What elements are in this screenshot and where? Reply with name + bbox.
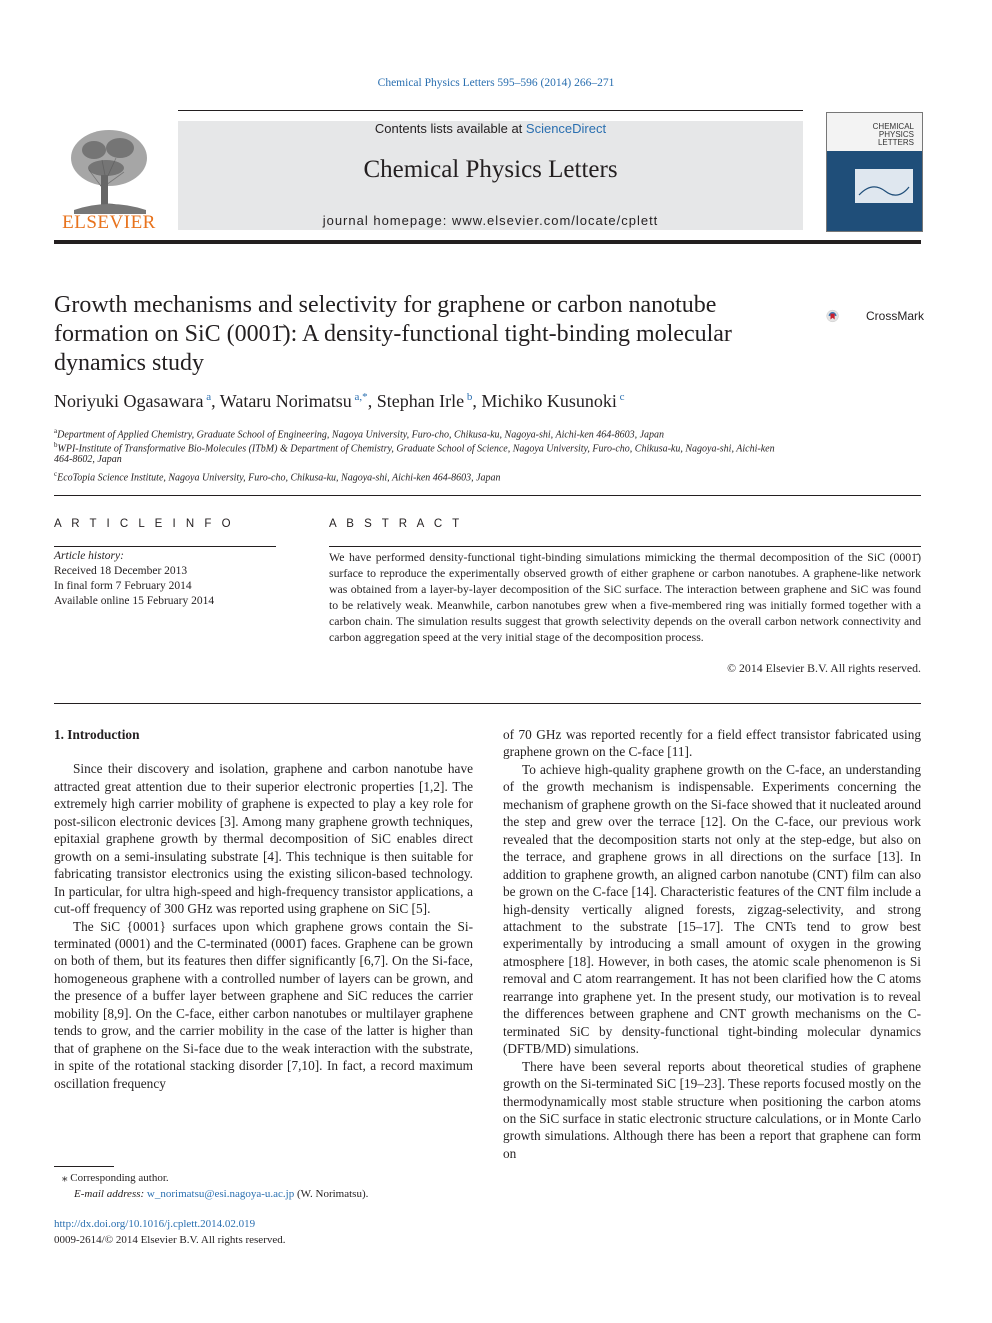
- contents-line: [178, 121, 803, 136]
- body-top-rule: [54, 703, 921, 704]
- cover-title-line: LETTERS: [877, 138, 914, 147]
- footnote-line: [54, 1170, 474, 1186]
- author-affiliation-mark[interactable]: a,*: [354, 391, 368, 403]
- contents-prefix: Contents lists available at: [374, 121, 526, 136]
- right-column: [503, 726, 921, 1162]
- footnote-corresponding: Corresponding author.: [70, 1172, 169, 1184]
- crossmark-label[interactable]: CrossMark: [866, 309, 925, 323]
- body-paragraph: Since their discovery and isolation, graphene and carbon nanotube have attracted great attention due to their superior electronic properties [1,2]. The extremely high carrier mobility of graphene is expected to play a key role for post-silicon electronic devices [3]. Among many graphene growth techniques, epitaxial graphene growth by thermal decomposition of SiC enables direct growth on a semi-insulating substrate [4]. This technique is then suitable for fabricating transistor electronics using the existing silicon-based technology. In particular, for ultra high-speed and high-frequency transistor applications, a cut-off frequency of 300 GHz was reported using graphene on SiC [5].: [54, 761, 473, 917]
- article-title: [54, 291, 824, 378]
- issn-line: 0009-2614/© 2014 Elsevier B.V. All rights reserved.: [54, 1234, 286, 1246]
- history-final-form: In final form 7 February 2014: [54, 580, 192, 592]
- affiliation-text: 464-8602, Japan: [54, 454, 122, 465]
- footnote-mark: ⁎: [62, 1172, 68, 1184]
- cover-title-line: CHEMICAL: [872, 122, 914, 131]
- affiliation-mark: a: [54, 427, 58, 435]
- affiliation-continued: [54, 453, 921, 467]
- cover-image-band: [827, 151, 922, 231]
- body-paragraph: To achieve high-quality graphene growth on the C-face, an understanding of the growth mechanism is indispensable. Experiments concerning the mechanism of graphene growth on the Si-face showed that it nucleated around the step and grew over the terrace [12]. On the C-face, our previous work revealed that the decomposition starts not only at the step-edge, but also on the terrace, and graphene grows in all directions on the surface [13]. In addition to graphene growth, an aligned carbon nanotube (CNT) film can also be grown on the C-face [14]. Characteristic features of the CNT film include a high-density vertically aligned forests, zigzag-selectivity, and strong attachment to the substrate [15–17]. The CNTs tend to grow best experimentally by introducing a small amount of oxygen in the growing atmosphere [18]. However, in both cases, the atomic scale phenomenon is Si removal and C atom rearrangement. It has not been clarified how the C atoms rearrange into graphene yet. In the present study, our motivation is to reveal the differences between graphene and CNT growth mechanisms on the C-terminated SiC by density-functional tight-binding molecular dynamics (DFTB/MD) simulations.: [503, 761, 921, 1057]
- footnote-rule: [54, 1166, 114, 1167]
- author-name: Wataru Norimatsu: [219, 391, 352, 411]
- heading-spacer: [54, 743, 473, 760]
- left-column: [54, 726, 473, 1092]
- affiliation-mark: c: [54, 470, 58, 478]
- email-label: E-mail address:: [74, 1188, 147, 1200]
- affiliations-rule: [54, 495, 921, 496]
- cover-title-line: PHYSICS: [878, 130, 914, 139]
- author-name: Stephan Irle: [376, 391, 465, 411]
- journal-title: Chemical Physics Letters: [363, 156, 618, 183]
- footnote-email-line: [54, 1186, 474, 1202]
- author-name: Michiko Kusunoki: [481, 391, 617, 411]
- email-suffix: (W. Norimatsu).: [294, 1188, 369, 1200]
- article-info-rule: [54, 546, 276, 547]
- journal-reference[interactable]: Chemical Physics Letters 595–596 (2014) 266–271: [377, 77, 615, 89]
- abstract-text: We have performed density-functional tight-binding simulations mimicking the thermal decomposition of the SiC (0001̄) surface to reproduce the experimentally observed growth of either graphene or carbon nanotubes. A graphene-like network was obtained from a layer-by-layer decomposition of the SiC surface. The interaction between graphene and SiC was found to be relatively weak. Meanwhile, carbon nanotubes grew when a five-membered ring was initially formed together with a carbon chain. The simulation results suggest that growth selectivity depends on the overall carbon network connectivity and carbon aggregation speed at the very initial stage of the decomposition process.: [329, 550, 921, 644]
- author-list: Noriyuki Ogasawara $^a$, Wataru Norimatsu $^{a,*}$, Stephan Irle $^b$, Michiko Kusunoki $^c$: [54, 391, 625, 411]
- title-line: formation on SiC (0001̄): A density-functional tight-binding molecular: [54, 321, 732, 347]
- body-paragraph: The SiC {0001} surfaces upon which graphene grows contain the Si-terminated (0001) and the C-terminated (0001̄) faces. Graphene can be grown on both of them, but its features then differ significantly [6,7]. On the Si-face, homogeneous graphene with a controlled number of layers can be grown, and the presence of a buffer layer between graphene and SiC reduces the carrier mobility [8,9]. On the C-face, either carbon nanotubes or multilayer graphene tends to grow, and the carrier mobility in the case of the latter is higher than that of graphene on the Si-face due to the weak interaction with the substrate, in spite of the rotational stacking disorder [7,10]. In fact, a record maximum oscillation frequency: [54, 918, 473, 1091]
- author-name: Noriyuki Ogasawara: [54, 391, 204, 411]
- sciencedirect-link[interactable]: ScienceDirect: [525, 121, 607, 136]
- email-link[interactable]: w_norimatsu@esi.nagoya-u.ac.jp: [146, 1188, 295, 1200]
- header-top-rule: [178, 110, 803, 111]
- title-line: Growth mechanisms and selectivity for graphene or carbon nanotube: [54, 292, 717, 318]
- history-label: Article history:: [54, 550, 124, 562]
- corresponding-author-footnote: [54, 1170, 474, 1202]
- cover-graphic: [827, 151, 922, 231]
- header-bottom-rule: [54, 240, 921, 244]
- affiliation-text: EcoTopia Science Institute, Nagoya University, Furo-cho, Chikusa-ku, Nagoya-shi, Aichi-ken 464-8603, Japan: [57, 472, 501, 484]
- journal-homepage[interactable]: journal homepage: www.elsevier.com/locate/cplett: [322, 213, 659, 228]
- doi-link[interactable]: http://dx.doi.org/10.1016/j.cplett.2014.02.019: [54, 1218, 256, 1230]
- abstract-heading: A B S T R A C T: [329, 518, 463, 530]
- crossmark-icon[interactable]: [826, 297, 864, 335]
- affiliation-mark: b: [54, 441, 58, 449]
- journal-cover-thumbnail: [826, 112, 923, 232]
- history-online: Available online 15 February 2014: [54, 595, 215, 607]
- elsevier-wordmark: ELSEVIER: [62, 212, 156, 233]
- author-affiliation-mark[interactable]: c: [619, 391, 625, 403]
- article-history: [54, 549, 284, 609]
- body-paragraph: of 70 GHz was reported recently for a field effect transistor fabricated using graphene grown on the C-face [11].: [503, 727, 921, 760]
- article-info-heading: A R T I C L E I N F O: [54, 518, 235, 530]
- affiliation: [54, 467, 921, 485]
- title-line: dynamics study: [54, 350, 204, 376]
- author-affiliation-mark[interactable]: a: [206, 391, 212, 403]
- page-footer: [54, 1216, 286, 1248]
- body-paragraph: There have been several reports about theoretical studies of graphene growth on the Si-terminated SiC [19–23]. These reports focused mostly on the thermodynamically most stable structure when positioning the carbon atoms on the SiC surface in static electronic structure calculations, or in Monte Carlo growth simulations. Although there has been a report that graphene can form on: [503, 1058, 921, 1161]
- abstract-copyright: © 2014 Elsevier B.V. All rights reserved.: [727, 661, 921, 675]
- abstract-rule: [329, 546, 921, 547]
- section-heading: 1. Introduction: [54, 727, 140, 742]
- affiliation-text: Department of Applied Chemistry, Graduate School of Engineering, Nagoya University, Furo-cho, Chikusa-ku, Nagoya-shi, Aichi-ken 464-8603, Japan: [57, 429, 665, 441]
- author-affiliation-mark[interactable]: b: [466, 391, 473, 403]
- affiliation-text: WPI-Institute of Transformative Bio-Molecules (ITbM) & Department of Chemistry, Graduate School of Science, Nagoya University, Furo-cho, Chikusa-ku, Nagoya-shi, Aichi-ken: [57, 443, 775, 455]
- history-received: Received 18 December 2013: [54, 565, 188, 577]
